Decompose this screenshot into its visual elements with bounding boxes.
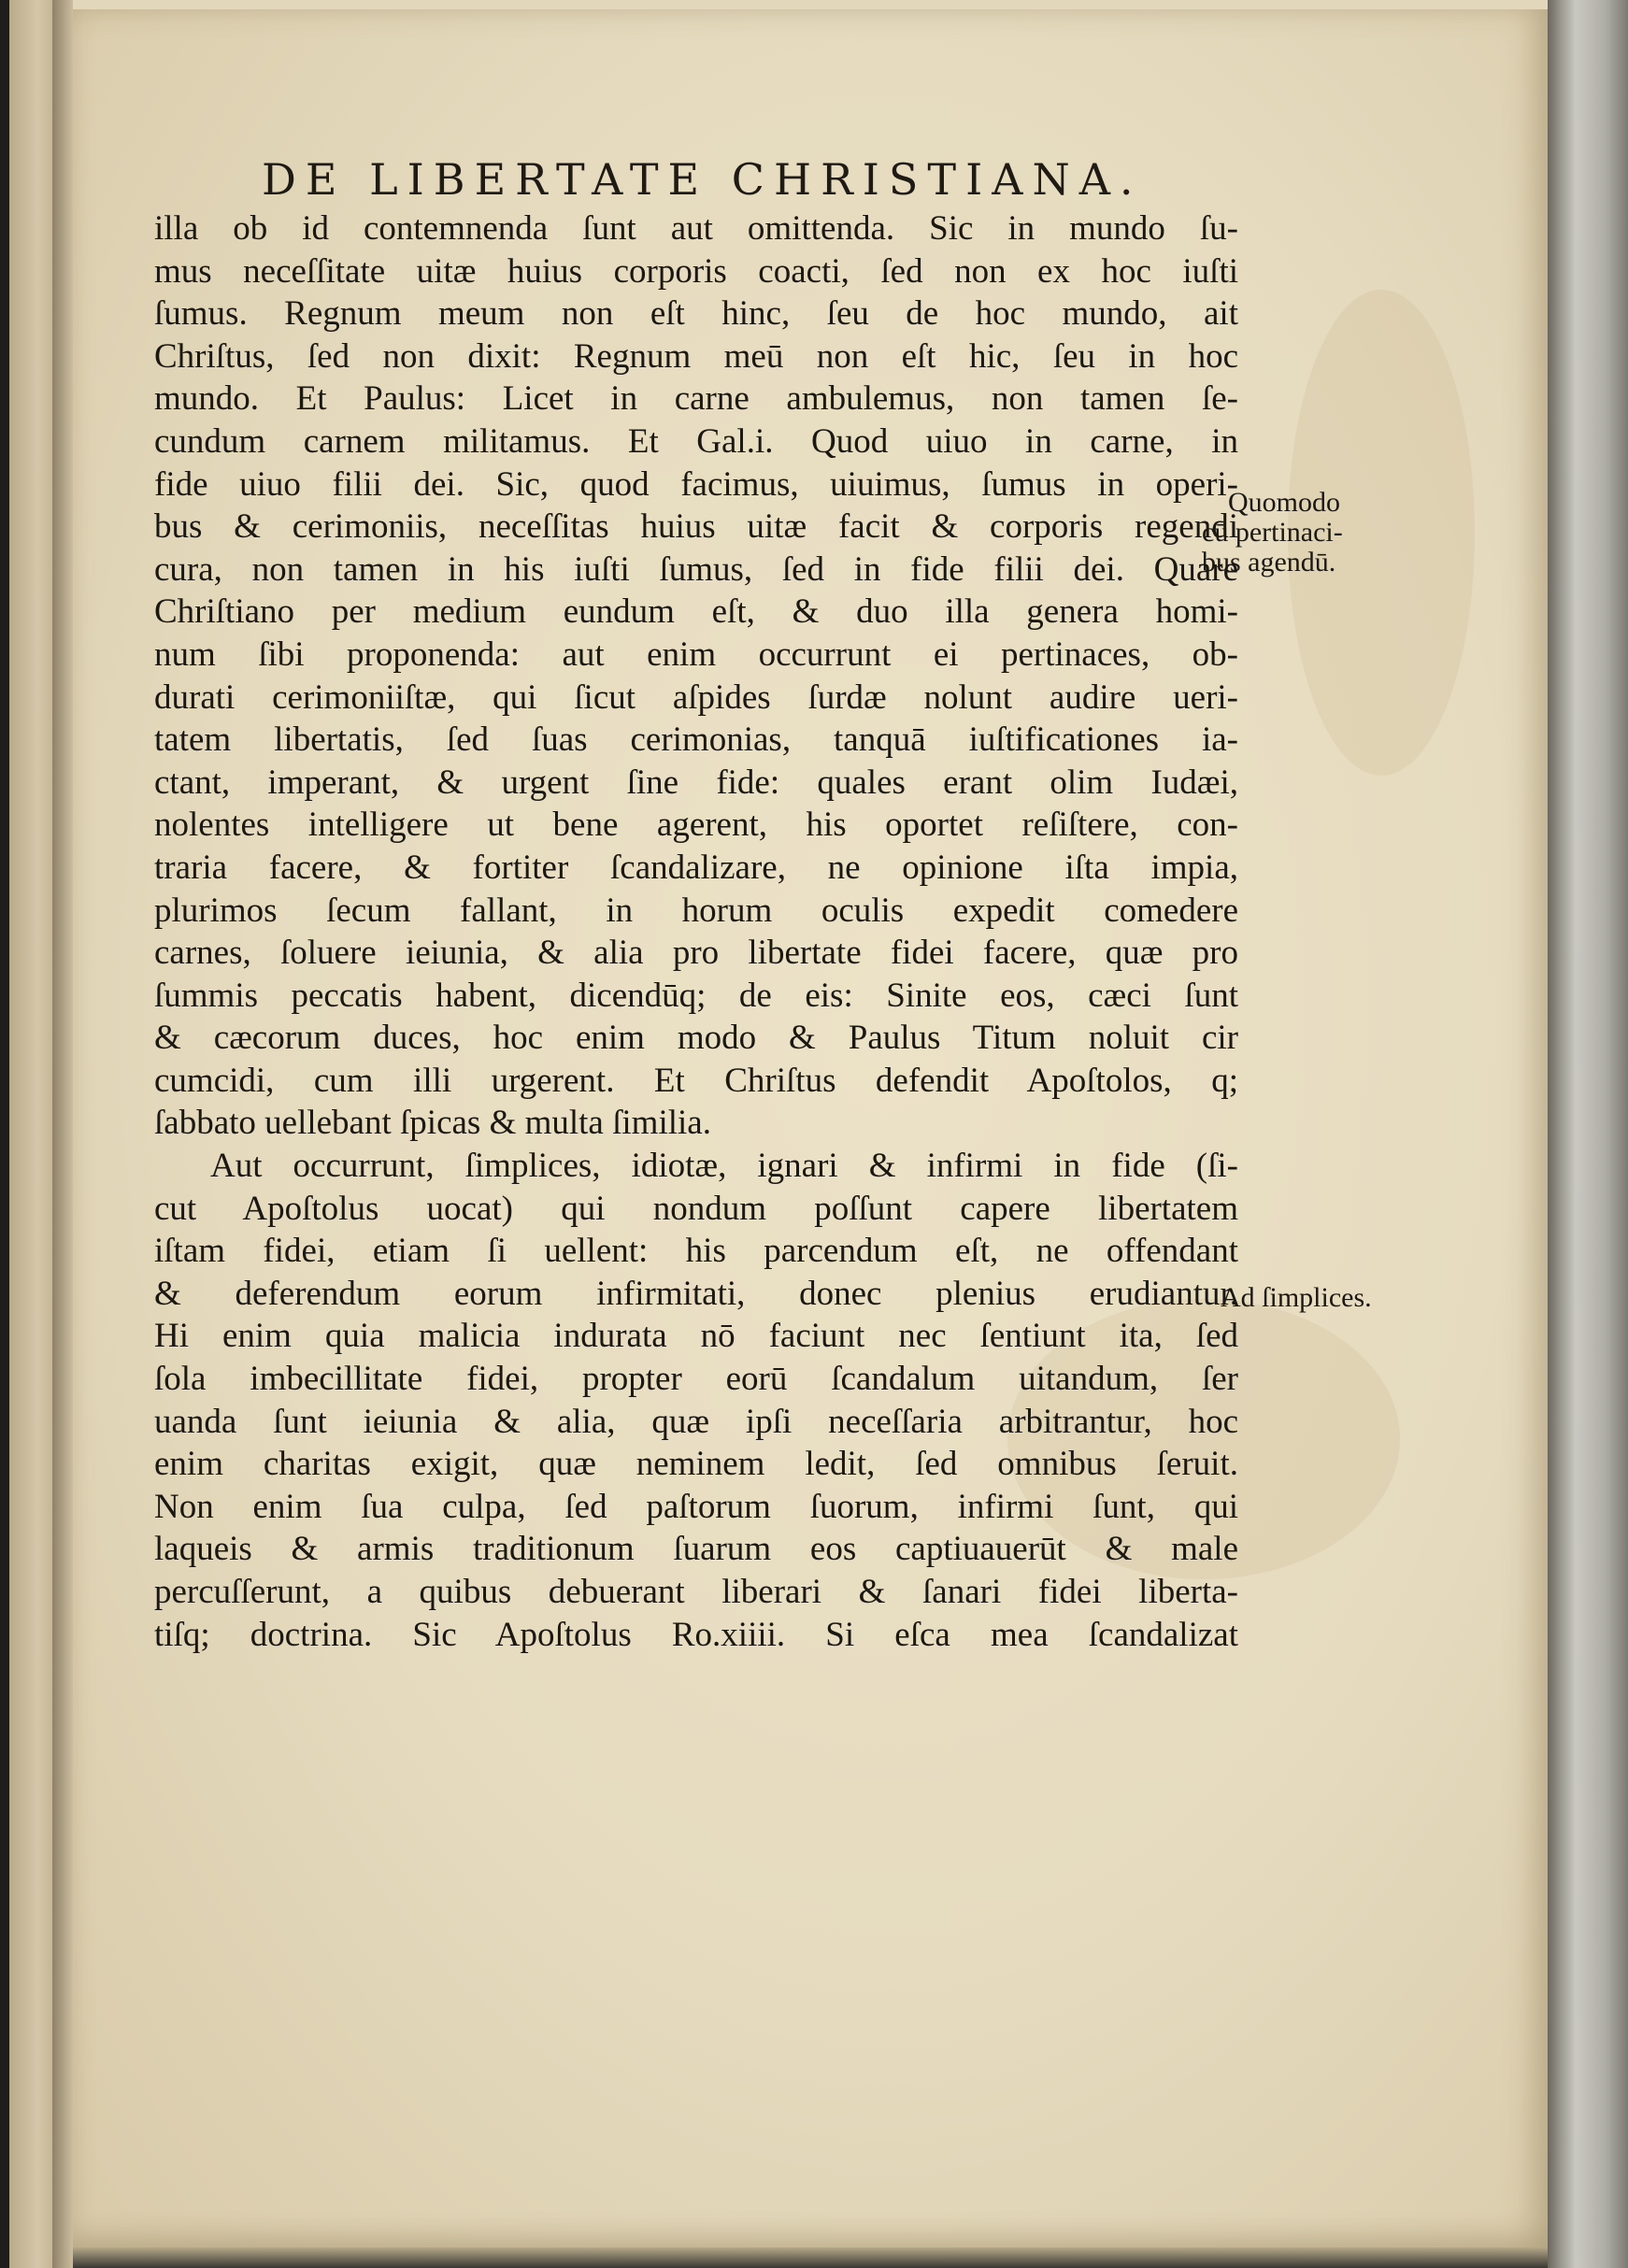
text-block [154, 207, 1238, 1656]
text-line: Aut occurrunt, ſimplices, idiotæ, ignari & infirmi in fide (ſi- [210, 1147, 1238, 1186]
text-line: iſtam fidei, etiam ſi uellent: his parcendum eſt, ne offendant [154, 1232, 1238, 1271]
text-line: cumcidi, cum illi urgerent. Et Chriſtus defendit Apoſtolos, q; [154, 1061, 1238, 1100]
text-line: ſumus. Regnum meum non eſt hinc, ſeu de hoc mundo, ait [154, 294, 1238, 334]
text-line: cura, non tamen in his iuſti ſumus, ſed in fide filii dei. Quare [154, 549, 1238, 589]
margin-note-line: Quomodo [1228, 487, 1340, 518]
text-line: ſabbato uellebant ſpicas & multa ſimilia. [154, 1104, 711, 1143]
text-line: tiſq; doctrina. Sic Apoſtolus Ro.xiiii. Si eſca mea ſcandalizat [154, 1615, 1238, 1654]
text-line: tatem libertatis, ſed ſuas cerimonias, tanquā iuſtificationes ia- [154, 720, 1238, 760]
previous-leaf-edge [0, 0, 52, 2268]
text-line: plurimos ſecum fallant, in horum oculis expedit comedere [154, 891, 1238, 930]
text-line: cut Apoſtolus uocat) qui nondum poſſunt capere libertatem [154, 1189, 1238, 1228]
text-line: ctant, imperant, & urgent ſine fide: quales erant olim Iudæi, [154, 763, 1238, 802]
bottom-edge [73, 2247, 1548, 2268]
text-line: percuſſerunt, a quibus debuerant liberari & ſanari fidei liberta- [154, 1573, 1238, 1611]
text-line: & deferendum eorum infirmitati, donec plenius erudiantur. [154, 1274, 1238, 1313]
text-line: durati cerimoniiſtæ, qui ſicut aſpides ſurdæ nolunt audire ueri- [154, 678, 1238, 717]
text-line: Non enim ſua culpa, ſed paſtorum ſuorum, infirmi ſunt, qui [154, 1487, 1238, 1526]
text-line: carnes, ſoluere ieiunia, & alia pro libertate fidei facere, quæ pro [154, 934, 1238, 973]
margin-note-quomodo [1202, 488, 1343, 578]
text-line: mundo. Et Paulus: Licet in carne ambulemus, non tamen ſe- [154, 379, 1238, 419]
text-line: num ſibi proponenda: aut enim occurrunt ei pertinaces, ob- [154, 635, 1238, 674]
margin-note-line: cū pertinaci- [1202, 517, 1343, 548]
text-line: laqueis & armis traditionum ſuarum eos captiuauerūt & male [154, 1530, 1238, 1569]
margin-note-ad-simplices: Ad ſimplices. [1221, 1282, 1372, 1313]
text-line: ſola imbecillitate fidei, propter eorū ſcandalum uitandum, ſer [154, 1360, 1238, 1399]
text-line: nolentes intelligere ut bene agerent, his oportet reſiſtere, con- [154, 806, 1238, 845]
text-line: enim charitas exigit, quæ neminem ledit, ſed omnibus ſeruit. [154, 1445, 1238, 1484]
text-line: fide uiuo filii dei. Sic, quod facimus, uiuimus, ſumus in operi- [154, 464, 1238, 504]
text-line: mus neceſſitate uitæ huius corporis coacti, ſed non ex hoc iuſti [154, 251, 1238, 291]
text-line: ſummis peccatis habent, dicendūq; de eis: Sinite eos, cæci ſunt [154, 976, 1238, 1015]
text-line: cundum carnem militamus. Et Gal.i. Quod uiuo in carne, in [154, 421, 1238, 461]
margin-note-line: bus agendū. [1202, 547, 1336, 578]
book-gutter [52, 0, 73, 2268]
book-board-edge [1548, 0, 1628, 2268]
text-line: Hi enim quia malicia indurata nō faciunt nec ſentiunt ita, ſed [154, 1317, 1238, 1356]
text-line: uanda ſunt ieiunia & alia, quæ ipſi neceſſaria arbitrantur, hoc [154, 1402, 1238, 1441]
text-line: Chriſtus, ſed non dixit: Regnum meū non eſt hic, ſeu in hoc [154, 336, 1238, 376]
text-line: traria facere, & fortiter ſcandalizare, ne opinione iſta impia, [154, 848, 1238, 887]
text-line: Chriſtiano per medium eundum eſt, & duo illa genera homi- [154, 592, 1238, 632]
text-line: illa ob id contemnenda ſunt aut omittenda. Sic in mundo ſu- [154, 209, 1238, 248]
text-line: bus & cerimoniis, neceſſitas huius uitæ facit & corporis regendi [154, 507, 1238, 547]
text-line: & cæcorum duces, hoc enim modo & Paulus Titum noluit cir [154, 1019, 1238, 1058]
running-head: DE LIBERTATE CHRISTIANA. [262, 154, 1143, 205]
